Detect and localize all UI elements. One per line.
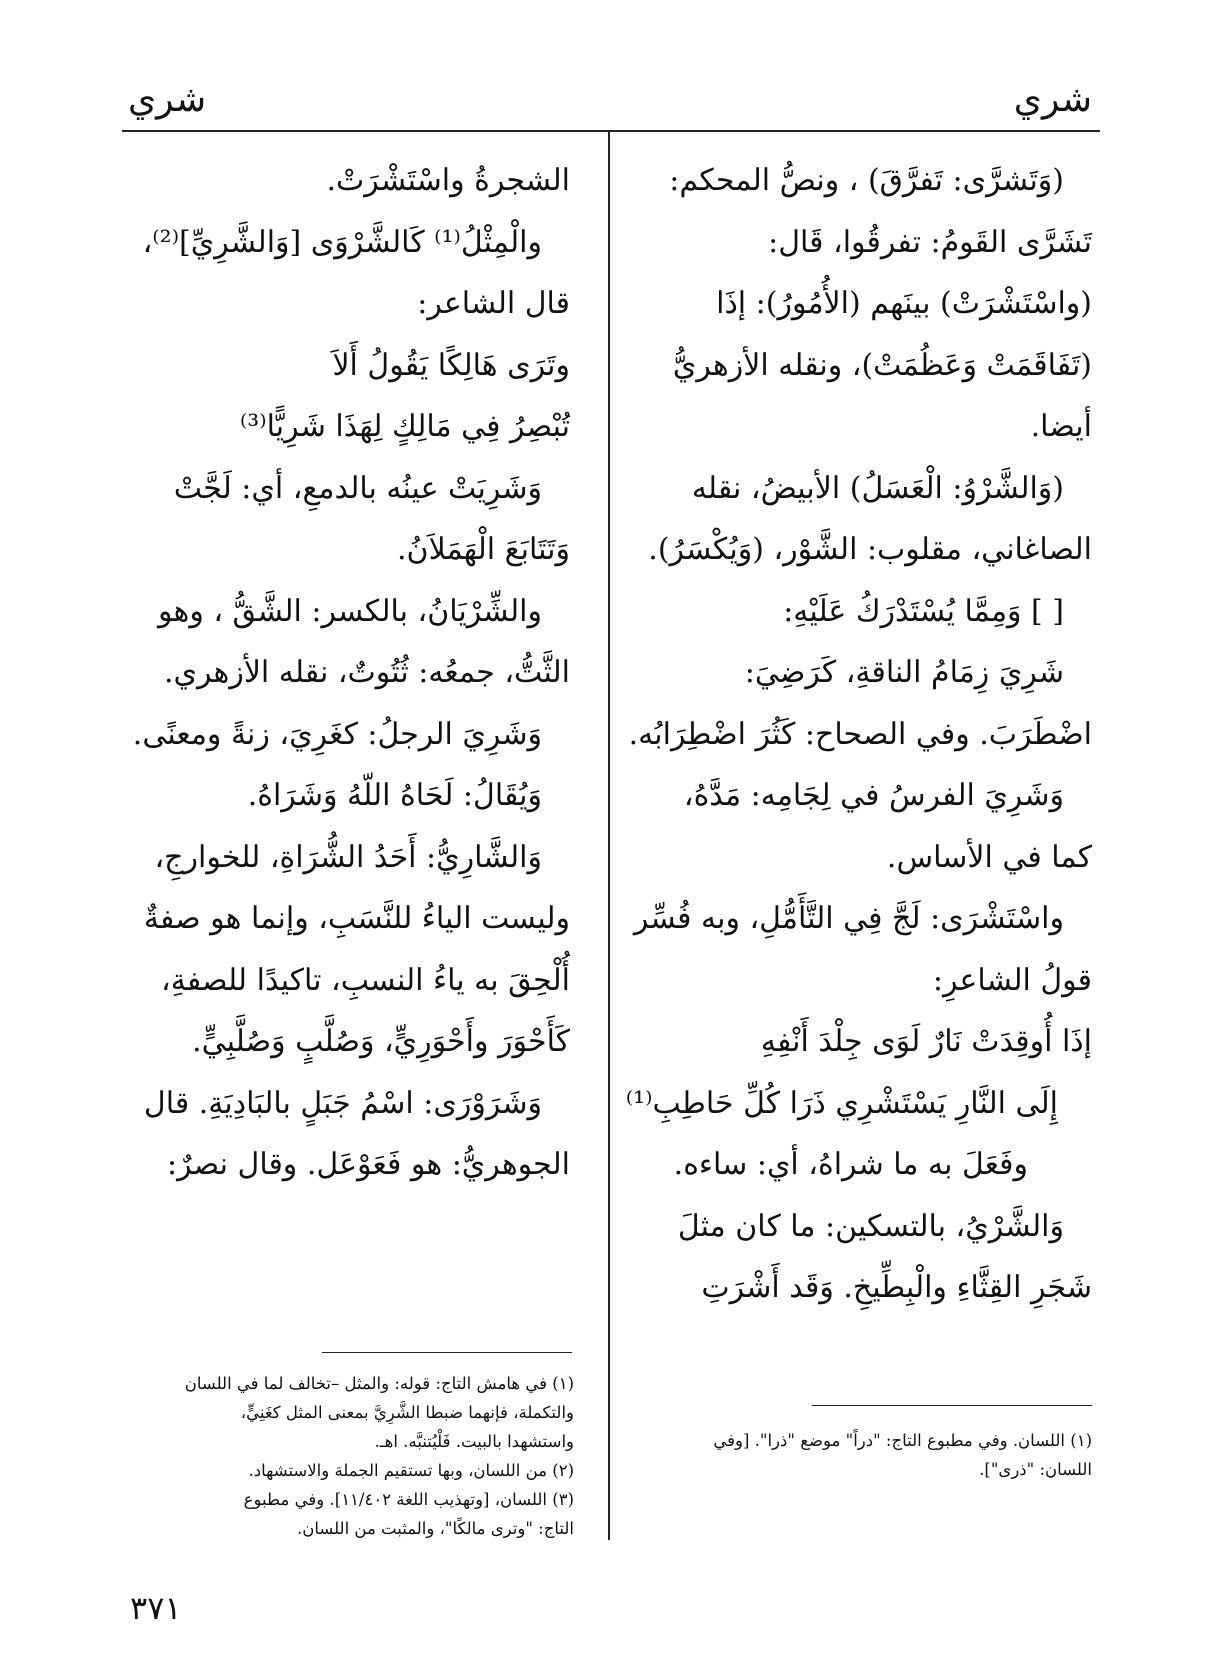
right-column-line: [ ] وَمِمَّا يُسْتَدْرَكُ عَلَيْهِ: [783, 593, 1064, 629]
left-column-line: وَشَرِيَ الرجلُ: كغَرِيَ، زنةً ومعنًى. [132, 716, 542, 752]
header-rule [122, 130, 1100, 132]
left-column-line: والشِّرْيَانُ، بالكسر: الشَّقُّ ، وهو [158, 593, 542, 629]
column-divider [608, 130, 610, 1540]
right-column-line: وَشَرِيَ الفرسُ في لِجَامِه: مَدَّهُ، [683, 778, 1064, 813]
left-column-line: وَشَرِيَتْ عينُه بالدمعِ، أي: لَجَّتْ [173, 470, 542, 506]
right-footnote-line: (١) اللسان. وفي مطبوع التاج: "دراً" موضع "ذرا". [وفي [713, 1431, 1092, 1450]
left-footnote-line: والتكملة، فإنهما ضبطا الشَّرِيَّ بمعنى المثل كغَنِيٍّ، [240, 1403, 574, 1422]
footnotes-left [126, 1369, 574, 1543]
left-footnote-line: التاج: "وترى مالكًا"، والمثبت من اللسان. [296, 1519, 574, 1538]
left-column-line: الثَّتُّ، جمعُه: ثُتُوتٌ، نقله الأزهري. [163, 655, 570, 690]
left-footnote-line: (٣) اللسان، [وتهذيب اللغة ١١/٤٠٢]. وفي مطبوع [243, 1490, 574, 1509]
left-column-line: الشجرةُ واسْتَشْرَتْ. [326, 163, 570, 198]
right-column-line: قولُ الشاعرِ: [932, 962, 1092, 998]
right-column-line: (تَفَاقَمَتْ وَعَظُمَتْ)، ونقله الأزهريُّ [672, 347, 1092, 383]
right-column-line: وَالشَّرْيُ، بالتسكين: ما كان مثلَ [677, 1208, 1064, 1244]
left-footnote-line: (١) في هامش التاج: قوله: والمثل –تخالف لما في اللسان [184, 1374, 574, 1393]
left-column-line: وَتَتَابَعَ الْهَمَلاَنُ. [397, 532, 570, 567]
left-column-line: وليست الياءُ للنَّسَبِ، وإنما هو صفةٌ [143, 901, 570, 936]
right-column [625, 150, 1092, 1319]
left-footnote-line: (٢) من اللسان، وبها تستقيم الجملة والاستشهاد. [248, 1461, 574, 1480]
left-footnote-line: واستشهدا بالبيت. فَلْيُتنبَّه. اهـ. [374, 1432, 574, 1451]
right-column-line: شَجَرِ القِثَّاءِ والْبِطِّيخِ. وَقَد أَشْرَتِ [701, 1270, 1092, 1305]
right-column-line: الصاغاني، مقلوب: الشَّوْر، (وَيُكْسَرُ). [648, 532, 1092, 567]
left-column-line: تُبْصِرُ فِي مَالِكٍ لِهَذَا شَرِيًّا⁽³⁾ [239, 409, 570, 444]
left-column-line: قال الشاعر: [417, 286, 570, 321]
left-column-line: والْمِثْلُ⁽¹⁾ كَالشَّرْوَى [وَالشَّرِيِّ]⁽²⁾، [142, 224, 542, 260]
right-column-line: (واسْتَشْرَتْ) بينَهم (الأُمُورُ): إذَا [716, 286, 1092, 321]
right-column-line: تَشَرَّى القَومُ: تفرقُوا، قَال: [768, 224, 1092, 260]
left-column-line: كَأَحْوَرَ وأَحْوَرِيٍّ، وَصُلَّبٍ وَصُلَّبِيٍّ. [192, 1024, 570, 1059]
right-column-line: وفَعَلَ به ما شراهُ، أي: ساءه. [673, 1147, 1028, 1182]
right-column-line: واسْتَشْرَى: لَجَّ فِي التَّأَمُّلِ، وبه فُسِّر [633, 901, 1064, 936]
right-column-line: اضْطَرَبَ. وفي الصحاح: كَثُرَ اضْطِرَابُه. [628, 716, 1092, 752]
footnote-rule-left [322, 1352, 572, 1353]
left-column [126, 150, 570, 1196]
left-column-line: وَيُقَالُ: لَحَاهُ اللّهُ وَشَرَاهُ. [247, 778, 542, 813]
left-column-line: الجوهريُّ: هو فَعَوْعَل. وقال نصرٌ: [166, 1147, 570, 1182]
right-footnote-line: اللسان: "ذرى"]. [979, 1460, 1092, 1479]
right-column-line: أيضا. [1030, 409, 1092, 444]
running-head-left: شري [128, 79, 207, 120]
left-column-line: وتَرَى هَالِكًا يَقُولُ أَلاَ [332, 347, 570, 383]
footnote-rule-right [812, 1405, 1092, 1406]
footnotes-right [652, 1426, 1092, 1484]
right-column-line: إِلَى النَّارِ يَسْتَشْرِي ذَرَا كُلِّ حَاطِبِ⁽¹⁾ [625, 1085, 1058, 1121]
right-column-line: (وَتَشرَّى: تَفرَّقَ) ، ونصُّ المحكم: [669, 163, 1064, 198]
left-column-line: أُلْحِقَ به ياءُ النسبِ، تاكيدًا للصفةِ، [161, 962, 570, 998]
right-column-line: (وَالشَّرْوُ: الْعَسَلُ) الأبيضُ، نقله [691, 470, 1064, 506]
right-column-line: شَرِيَ زِمَامُ الناقةِ، كَرَضِيَ: [744, 655, 1064, 690]
right-column-line: كما في الأساس. [886, 839, 1092, 875]
left-column-line: وَشَرَوْرَى: اسْمُ جَبَلٍ بالبَادِيَةِ. قال [143, 1085, 542, 1121]
page-number: ٣٧١ [130, 1589, 182, 1627]
running-head-right: شري [1013, 79, 1092, 120]
left-column-line: وَالشَّارِيُّ: أَحَدُ الشُّرَاةِ، للخوارجِ، [154, 839, 542, 875]
right-column-line: إذَا أُوقِدَتْ نَارٌ لَوَى جِلْدَ أَنْفِهِ [760, 1024, 1092, 1059]
